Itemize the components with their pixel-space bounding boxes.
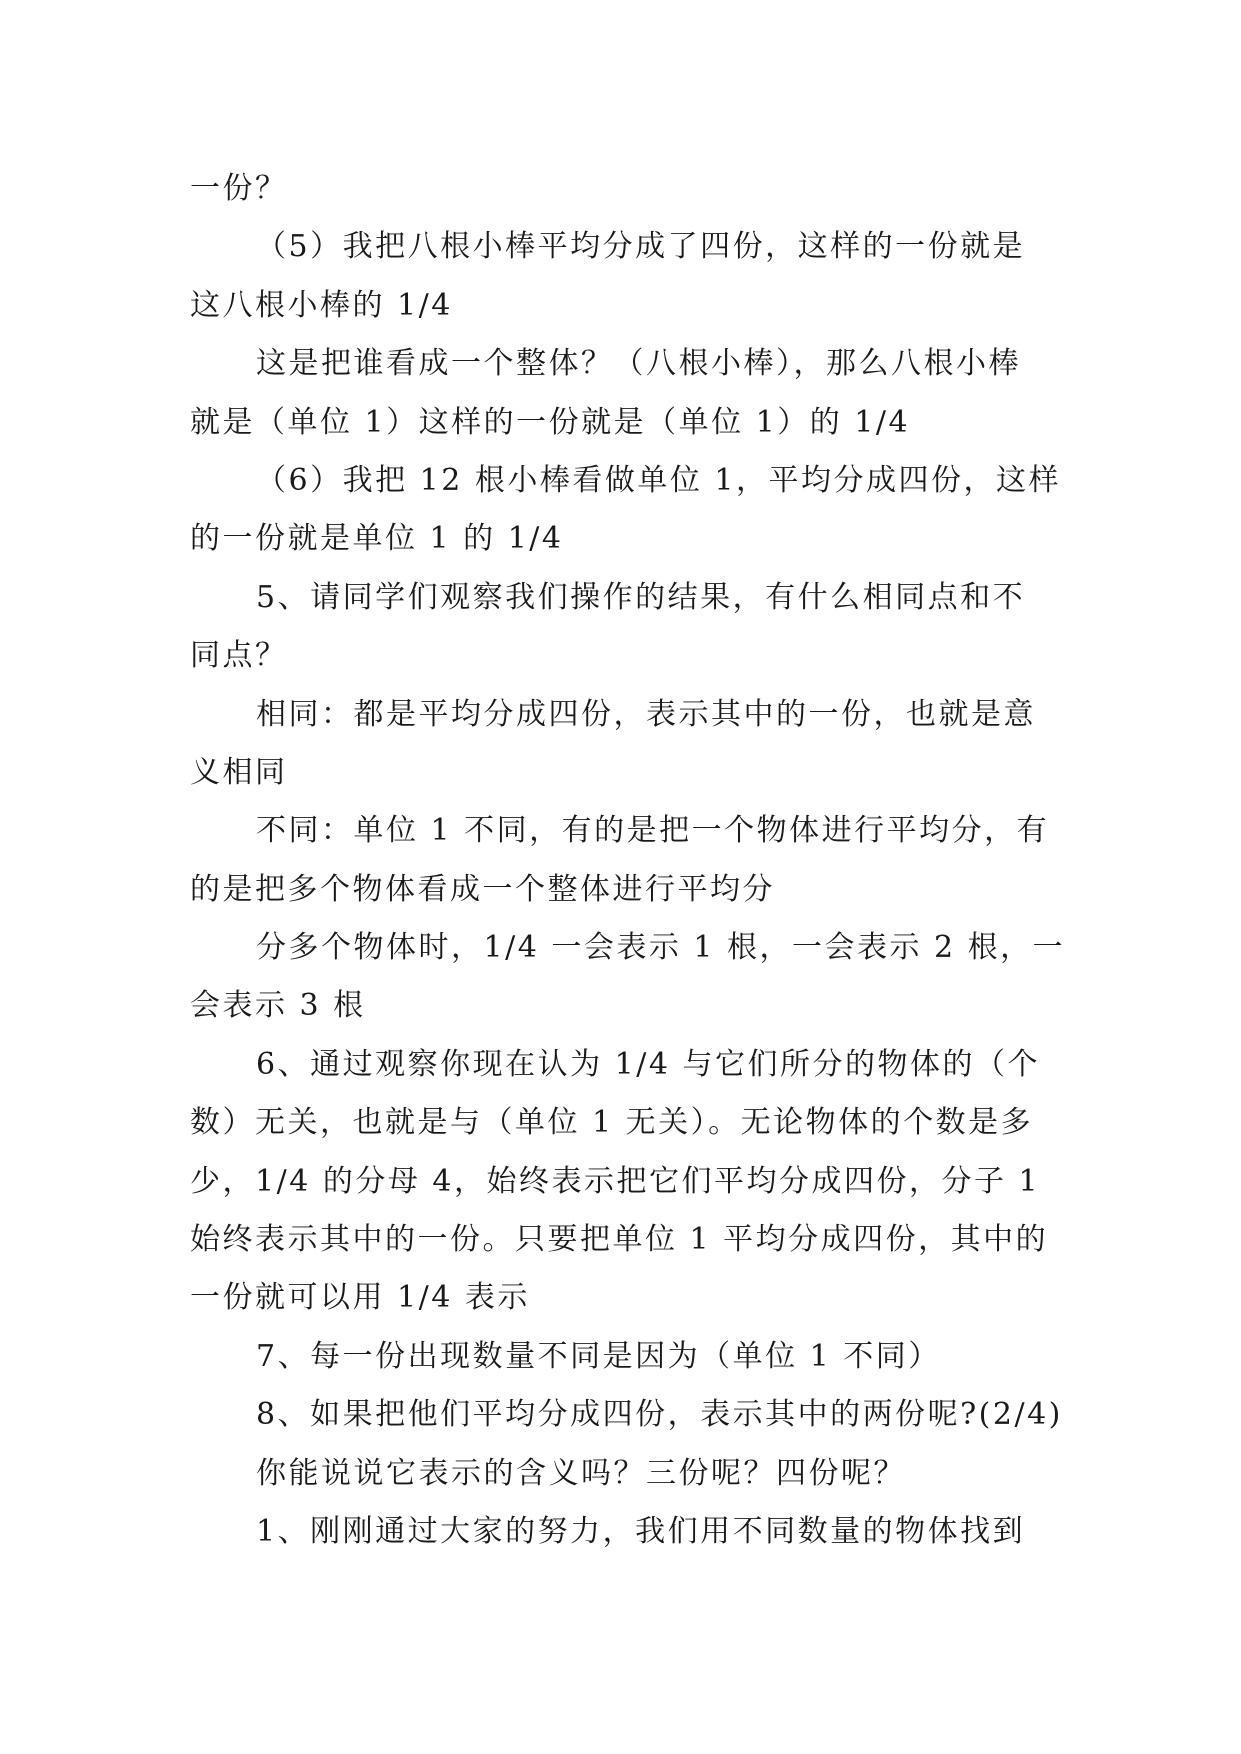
text-line: （5）我把八根小棒平均分成了四份，这样的一份就是 (256, 229, 1026, 265)
text-line: 义相同 (190, 754, 288, 790)
document-body (190, 160, 1066, 1561)
text-line: 数）无关，也就是与（单位 1 无关）。无论物体的个数是多 (190, 1105, 1034, 1141)
text-line: 5、请同学们观察我们操作的结果，有什么相同点和不 (256, 579, 1026, 615)
text-line: 分多个物体时，1/4 一会表示 1 根，一会表示 2 根，一 (256, 930, 1066, 966)
text-line: 的是把多个物体看成一个整体进行平均分 (190, 871, 775, 907)
text-line: 你能说说它表示的含义吗？三份呢？四份呢？ (256, 1455, 906, 1491)
text-line: 这是把谁看成一个整体？（八根小棒），那么八根小棒 (256, 346, 1021, 382)
text-line: 8、如果把他们平均分成四份，表示其中的两份呢?(2/4) (256, 1397, 1063, 1433)
text-line: 同点？ (190, 638, 288, 674)
text-line: 少，1/4 的分母 4，始终表示把它们平均分成四份，分子 1 (190, 1163, 1041, 1199)
text-line: 7、每一份出现数量不同是因为（单位 1 不同） (256, 1338, 941, 1374)
text-line: （6）我把 12 根小棒看做单位 1，平均分成四份，这样 (256, 462, 1061, 498)
text-line: 不同：单位 1 不同，有的是把一个物体进行平均分，有 (256, 813, 1050, 849)
text-line: 就是（单位 1）这样的一份就是（单位 1）的 1/4 (190, 404, 911, 440)
text-line: 会表示 3 根 (190, 988, 366, 1024)
text-line: 始终表示其中的一份。只要把单位 1 平均分成四份，其中的 (190, 1222, 1049, 1258)
text-line: 1、刚刚通过大家的努力，我们用不同数量的物体找到 (256, 1513, 1026, 1549)
text-line: 的一份就是单位 1 的 1/4 (190, 521, 564, 557)
text-line: 相同：都是平均分成四份，表示其中的一份，也就是意 (256, 696, 1036, 732)
text-line: 一份？ (190, 171, 288, 206)
text-line: 一份就可以用 1/4 表示 (190, 1280, 530, 1316)
text-line: 6、通过观察你现在认为 1/4 与它们所分的物体的（个 (256, 1046, 1040, 1082)
text-line: 这八根小棒的 1/4 (190, 287, 453, 323)
